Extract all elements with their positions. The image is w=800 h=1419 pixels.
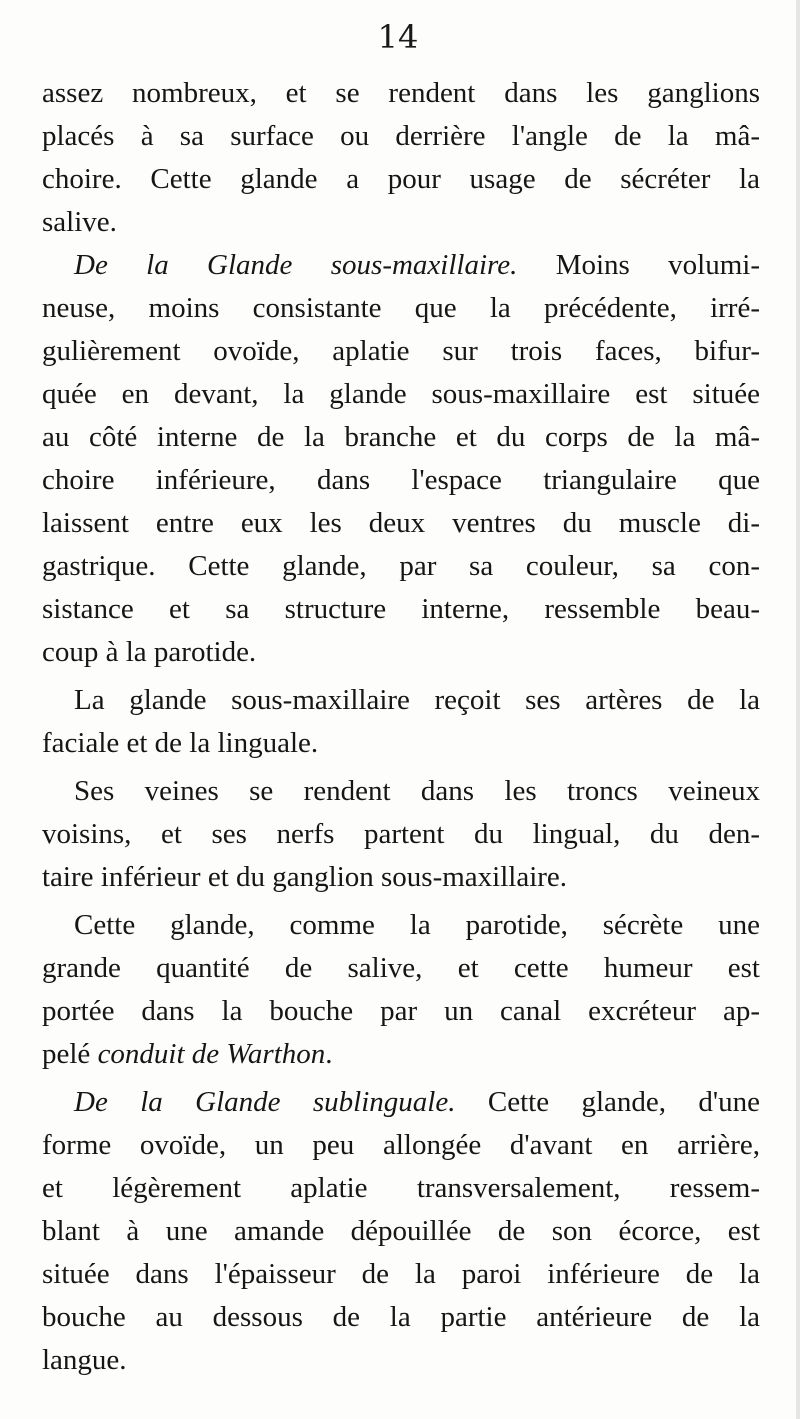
text-line bbox=[42, 416, 760, 459]
text-line bbox=[42, 1339, 760, 1382]
body-text bbox=[42, 72, 760, 1382]
text-line bbox=[42, 459, 760, 502]
text-line bbox=[42, 679, 760, 722]
text-line bbox=[42, 1033, 760, 1076]
text-line bbox=[42, 947, 760, 990]
text-line bbox=[42, 330, 760, 373]
text-segment: Moins volumi- bbox=[517, 249, 760, 281]
text-line bbox=[42, 244, 760, 287]
text-line bbox=[42, 1253, 760, 1296]
text-segment: pelé bbox=[42, 1038, 98, 1070]
text-line bbox=[42, 1124, 760, 1167]
text-line bbox=[42, 856, 760, 899]
text-segment: neuse, moins consistante que la précédente, irré- bbox=[42, 292, 760, 324]
text-segment: langue. bbox=[42, 1344, 127, 1376]
text-segment: gulièrement ovoïde, aplatie sur trois faces, bifur- bbox=[42, 335, 760, 367]
text-segment: forme ovoïde, un peu allongée d'avant en arrière, bbox=[42, 1129, 760, 1161]
text-segment: au côté interne de la branche et du corps de la mâ- bbox=[42, 421, 760, 453]
text-segment: Ses veines se rendent dans les troncs veineux bbox=[74, 775, 760, 807]
text-line bbox=[42, 1167, 760, 1210]
text-segment: quée en devant, la glande sous-maxillaire est située bbox=[42, 378, 760, 410]
text-segment: blant à une amande dépouillée de son écorce, est bbox=[42, 1215, 760, 1247]
text-segment: assez nombreux, et se rendent dans les ganglions bbox=[42, 77, 760, 109]
text-segment: Cette glande, d'une bbox=[455, 1086, 760, 1118]
text-line bbox=[42, 1210, 760, 1253]
text-line bbox=[42, 904, 760, 947]
text-segment: portée dans la bouche par un canal excréteur ap- bbox=[42, 995, 760, 1027]
text-line bbox=[42, 631, 760, 674]
text-segment: gastrique. Cette glande, par sa couleur, sa con- bbox=[42, 550, 760, 582]
text-segment: voisins, et ses nerfs partent du lingual, du den- bbox=[42, 818, 760, 850]
text-segment: salive. bbox=[42, 206, 117, 238]
text-segment: placés à sa surface ou derrière l'angle de la mâ- bbox=[42, 120, 760, 152]
text-line bbox=[42, 588, 760, 631]
text-line bbox=[42, 115, 760, 158]
text-line bbox=[42, 1296, 760, 1339]
text-segment: La glande sous-maxillaire reçoit ses artères de la bbox=[74, 684, 760, 716]
text-segment: coup à la parotide. bbox=[42, 636, 257, 668]
text-segment: située dans l'épaisseur de la paroi inférieure de la bbox=[42, 1258, 760, 1290]
text-line bbox=[42, 770, 760, 813]
page-number: 14 bbox=[377, 18, 419, 56]
text-segment: Cette glande, comme la parotide, sécrète une bbox=[74, 909, 760, 941]
text-line bbox=[42, 158, 760, 201]
text-line bbox=[42, 1081, 760, 1124]
text-segment: choire inférieure, dans l'espace triangulaire que bbox=[42, 464, 760, 496]
text-line bbox=[42, 502, 760, 545]
text-segment: bouche au dessous de la partie antérieure de la bbox=[42, 1301, 760, 1333]
text-line bbox=[42, 72, 760, 115]
text-segment: faciale et de la linguale. bbox=[42, 727, 319, 759]
text-segment: laissent entre eux les deux ventres du muscle di- bbox=[42, 507, 760, 539]
text-line bbox=[42, 287, 760, 330]
text-segment: choire. Cette glande a pour usage de sécréter la bbox=[42, 163, 760, 195]
text-line bbox=[42, 813, 760, 856]
italic-text: De la Glande sublinguale. bbox=[74, 1086, 456, 1118]
text-segment: sistance et sa structure interne, ressemble beau- bbox=[42, 593, 760, 625]
text-line bbox=[42, 373, 760, 416]
italic-text: De la Glande sous-maxillaire. bbox=[74, 249, 518, 281]
text-segment: . bbox=[325, 1038, 333, 1070]
text-line bbox=[42, 545, 760, 588]
text-line bbox=[42, 990, 760, 1033]
text-segment: taire inférieur et du ganglion sous-maxillaire. bbox=[42, 861, 568, 893]
italic-text: conduit de Warthon bbox=[97, 1038, 326, 1070]
text-segment: et légèrement aplatie transversalement, ressem- bbox=[42, 1172, 760, 1204]
text-segment: grande quantité de salive, et cette humeur est bbox=[42, 952, 760, 984]
text-line bbox=[42, 722, 760, 765]
text-line bbox=[42, 201, 760, 244]
